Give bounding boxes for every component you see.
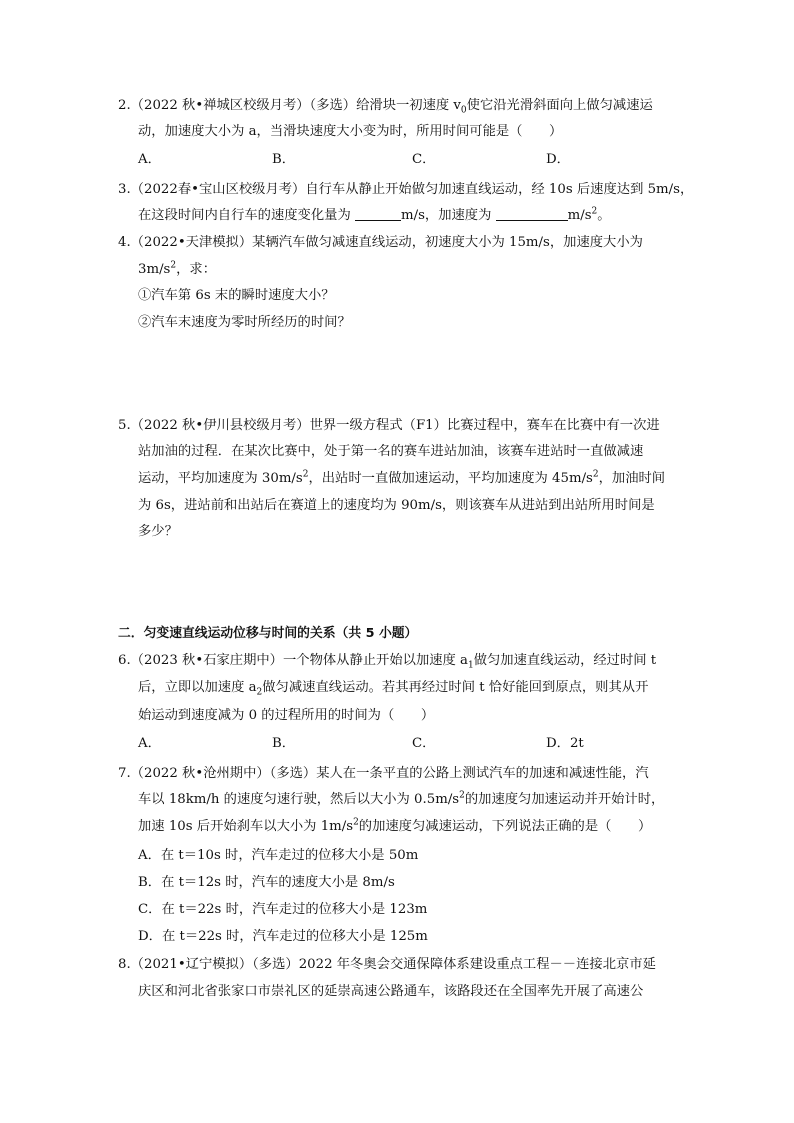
- q6-line-2: 后，立即以加速度 $a_2$做匀减速直线运动。若其再经过时间 t 恰好能回到原点，则其从开: [138, 680, 649, 698]
- q2-option-a: A．: [138, 152, 161, 167]
- q6-option-a: A．: [138, 736, 161, 751]
- q3-blank-1[interactable]: [355, 206, 401, 221]
- q6-options: [138, 734, 738, 754]
- q2-line-2: 动，加速度大小为 a，当滑块速度大小变为时，所用时间可能是（ ）: [138, 124, 563, 139]
- q8-line-1: 8.（2021•辽宁模拟）（多选）2022 年冬奥会交通保障体系建设重点工程－－连接北京市延: [118, 957, 656, 972]
- q6-line-1: 6.（2023 秋•石家庄期中）一个物体从静止开始以加速度 $a_1$做匀加速直线运动，经过时间 t: [118, 653, 657, 671]
- q7-line-1: 7.（2022 秋•沧州期中）（多选）某人在一条平直的公路上测试汽车的加速和减速性能，汽: [118, 766, 649, 781]
- q6-option-b: B．: [272, 736, 296, 751]
- q5-line-3: 运动，平均加速度为 $30m/s^2$，出站时一直做加速运动，平均加速度为 $45m/s^2$，加油时间: [138, 469, 666, 486]
- q2-option-c: C．: [412, 152, 436, 167]
- q4-sub-2: ②汽车末速度为零时所经历的时间？: [138, 315, 351, 330]
- q4-line-2: $3m/s^2$，求：: [138, 260, 216, 277]
- q4-line-1: 4.（2022•天津模拟）某辆汽车做匀减速直线运动，初速度大小为 15m/s，加速度大小为: [118, 235, 643, 250]
- q2-option-d: D．: [546, 152, 570, 167]
- q6-option-d: D．2t: [546, 736, 584, 751]
- q5-line-1: 5.（2022 秋•伊川县校级月考）世界一级方程式（F1）比赛过程中，赛车在比赛中有一次进: [118, 418, 660, 433]
- q7-option-d: D．在 t＝22s 时，汽车走过的位移大小是 125m: [138, 929, 428, 944]
- q6-option-c: C．: [412, 736, 436, 751]
- q5-line-4: 为 6s，进站前和出站后在赛道上的速度均为 90m/s，则该赛车从进站到出站所用时间是: [138, 498, 655, 513]
- q2-line-1: 2.（2022 秋•禅城区校级月考）（多选）给滑块一初速度 $v_0$使它沿光滑斜面向上做匀减速运: [118, 98, 653, 116]
- q2-option-b: B．: [272, 152, 296, 167]
- q8-line-2: 庆区和河北省张家口市崇礼区的延崇高速公路通车，该路段还在全国率先开展了高速公: [138, 984, 644, 999]
- q3-line-1: 3.（2022春•宝山区校级月考）自行车从静止开始做匀加速直线运动，经 10s 后速度达到 5m/s，: [118, 182, 694, 197]
- q3-blank-2[interactable]: [496, 206, 568, 221]
- q7-option-c: C．在 t＝22s 时，汽车走过的位移大小是 123m: [138, 902, 428, 917]
- q7-option-a: A．在 t＝10s 时，汽车走过的位移大小是 50m: [138, 848, 419, 863]
- q7-option-b: B．在 t＝12s 时，汽车的速度大小是 8m/s: [138, 875, 395, 890]
- q3-line-2: 在这段时间内自行车的速度变化量为 m/s，加速度为 $m/s^2$。: [138, 206, 611, 223]
- q5-line-5: 多少？: [138, 524, 178, 539]
- q2-options: [138, 150, 738, 170]
- q7-line-2: 车以 18km/h 的速度匀速行驶，然后以大小为 $0.5m/s^2$的加速度匀加速运动并开始计时，: [138, 790, 665, 807]
- q7-line-3: 加速 10s 后开始刹车以大小为 $1m/s^2$的加速度匀减速运动，下列说法正确的是（ ）: [138, 817, 652, 834]
- section-heading: 二．匀变速直线运动位移与时间的关系（共 5 小题）: [118, 626, 418, 641]
- q6-line-3: 始运动到速度减为 0 的过程所用的时间为（ ）: [138, 708, 435, 723]
- q5-line-2: 站加油的过程．在某次比赛中，处于第一名的赛车进站加油，该赛车进站时一直做减速: [138, 444, 644, 459]
- q4-sub-1: ①汽车第 6s 末的瞬时速度大小？: [138, 288, 335, 303]
